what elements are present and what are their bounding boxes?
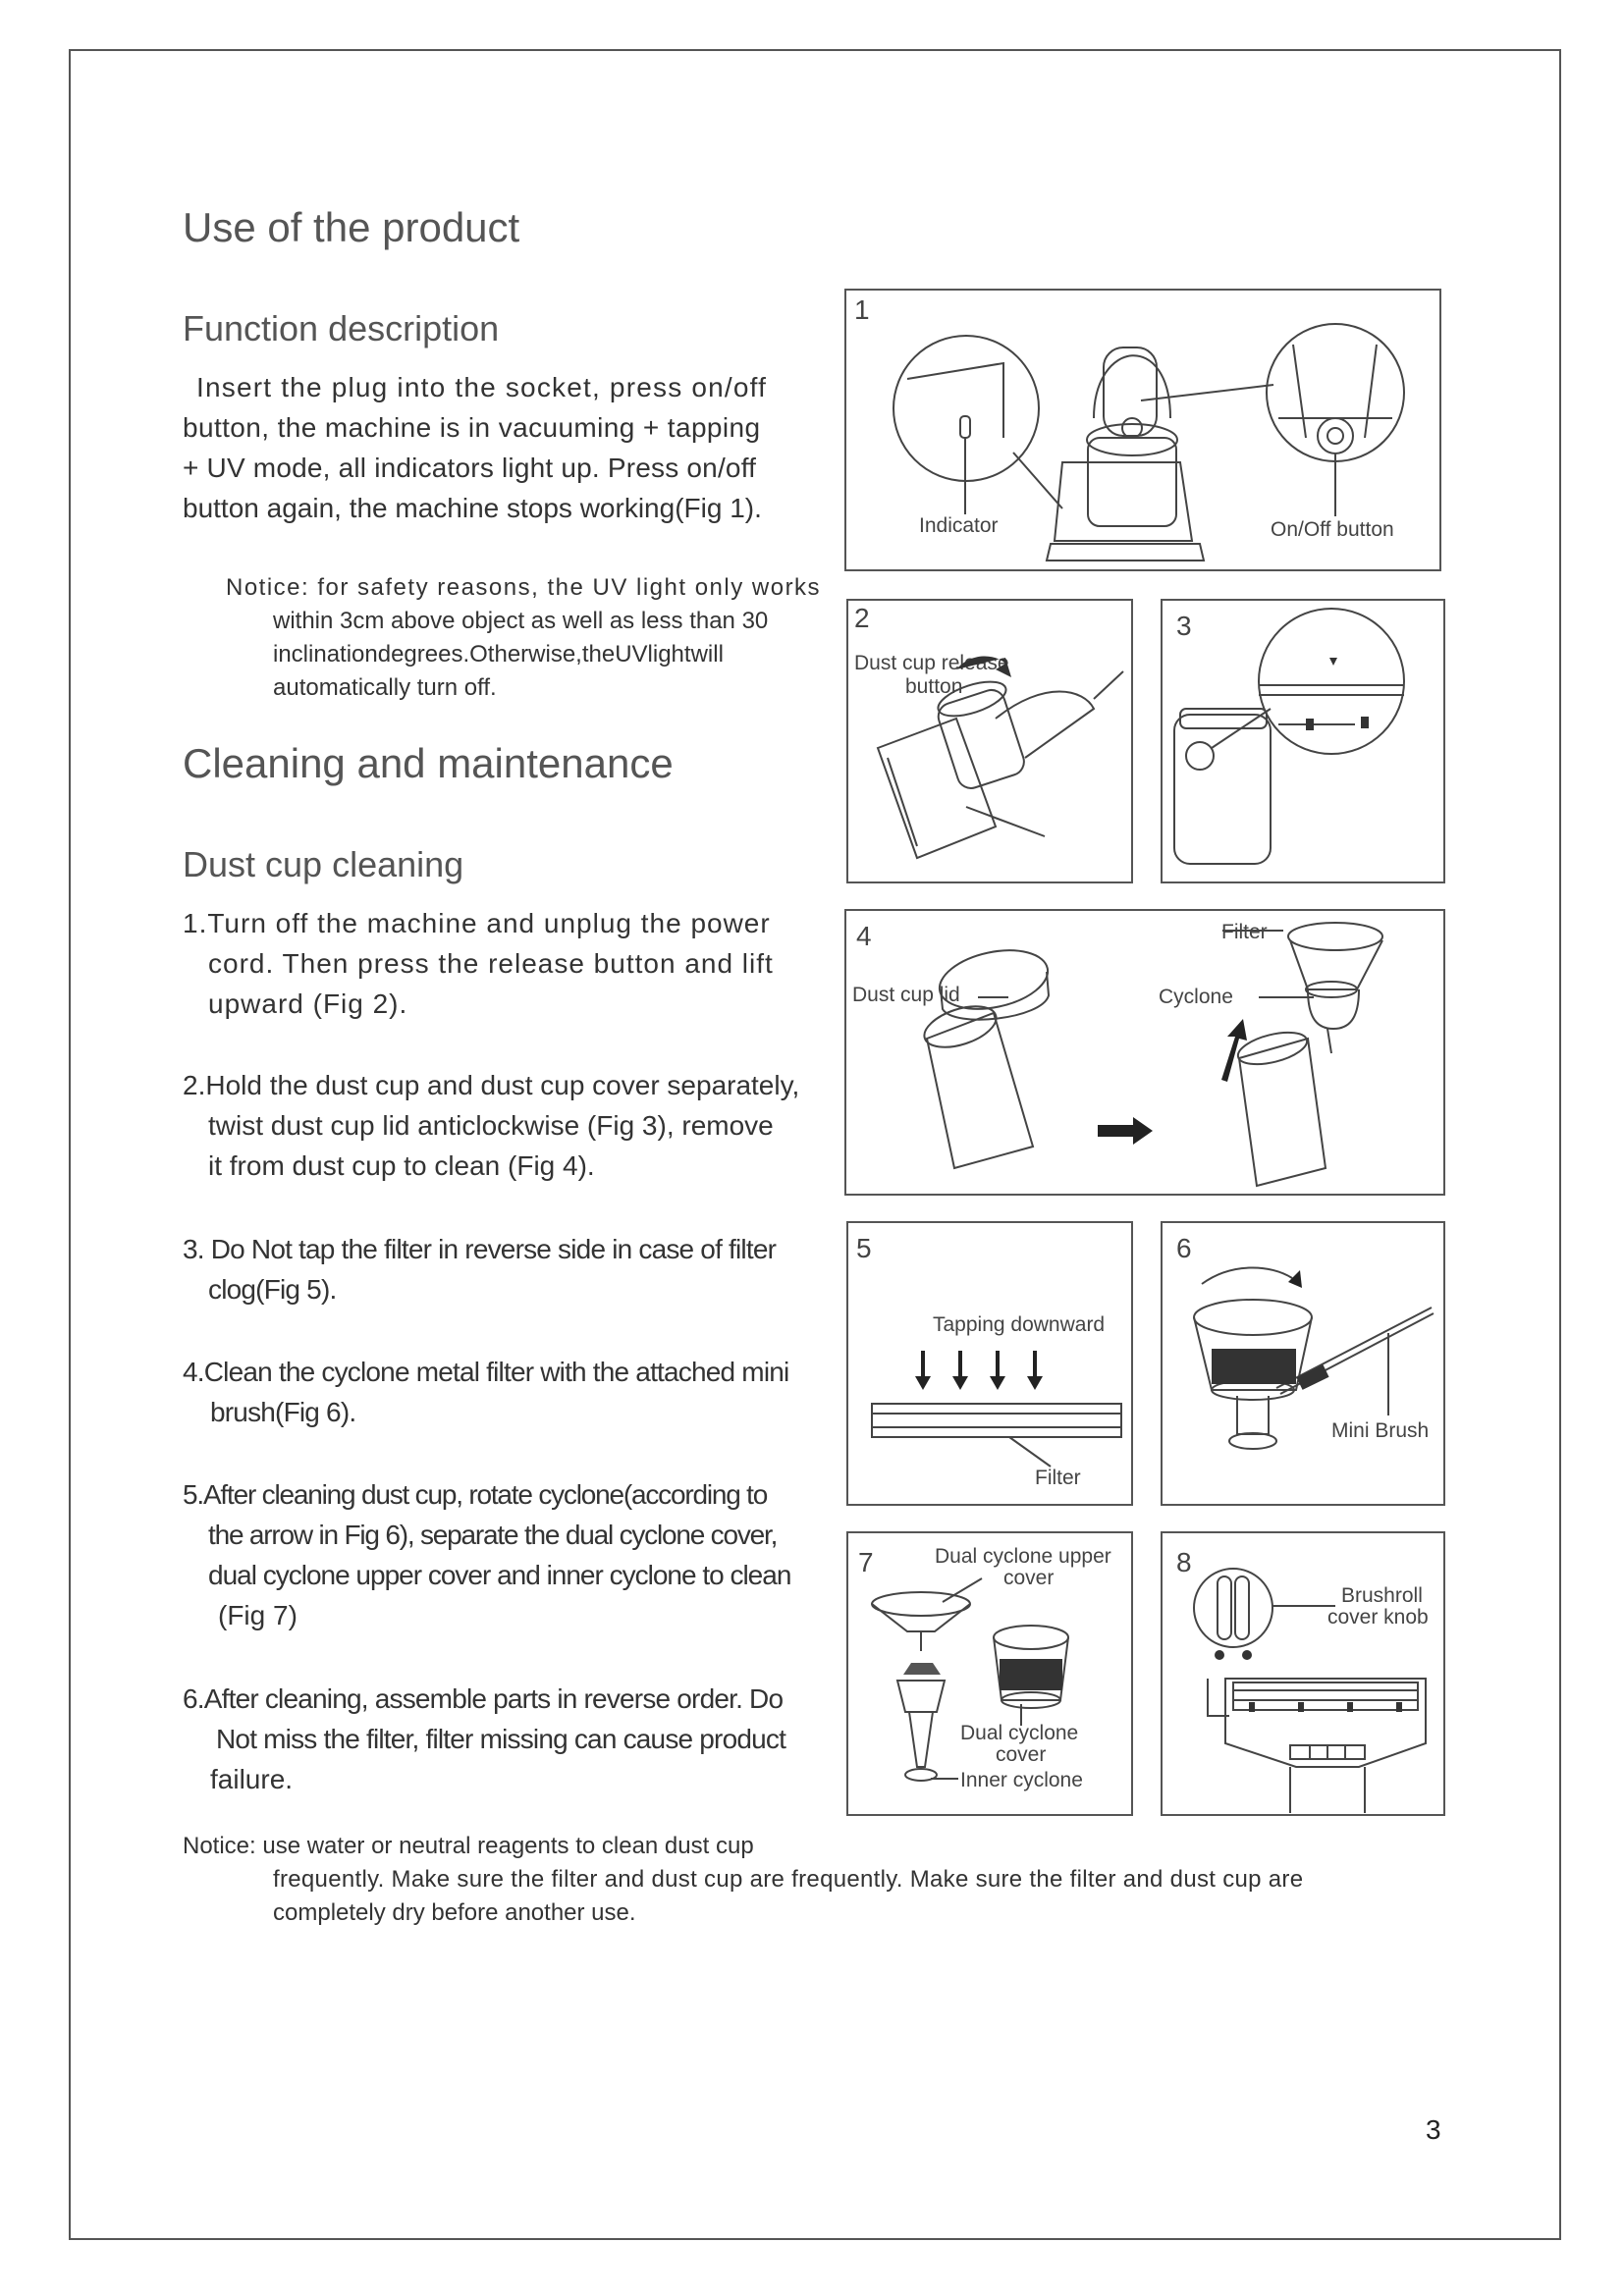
function-line: Insert the plug into the socket, press on/off bbox=[196, 372, 768, 402]
figure-6 bbox=[1161, 1221, 1445, 1506]
bottom-notice-line: frequently. Make sure the filter and dust cup are frequently. Make sure the filter and dust cup are bbox=[273, 1866, 1304, 1893]
step-line: upward (Fig 2). bbox=[208, 988, 408, 1019]
figure-number: 4 bbox=[856, 921, 872, 951]
safety-notice-line: automatically turn off. bbox=[273, 674, 497, 701]
bottom-notice-line: completely dry before another use. bbox=[273, 1899, 636, 1926]
safety-notice-first: Notice: for safety reasons, the UV light only works bbox=[226, 574, 822, 601]
step-line: failure. bbox=[210, 1764, 294, 1794]
safety-notice-line: inclinationdegrees.Otherwise,theUVlightwill bbox=[273, 641, 724, 667]
step-line: it from dust cup to clean (Fig 4). bbox=[208, 1150, 595, 1181]
tapping-downward-label: Tapping downward bbox=[933, 1313, 1106, 1336]
figure-1 bbox=[844, 289, 1441, 571]
cleaning-heading: Cleaning and maintenance bbox=[183, 740, 674, 786]
bottom-notice-first: Notice: use water or neutral reagents to clean dust cup bbox=[183, 1833, 754, 1859]
step-line: cord. Then press the release button and lift bbox=[208, 948, 774, 979]
page-title: Use of the product bbox=[183, 204, 520, 250]
safety-notice-line: within 3cm above object as well as less than 30 bbox=[273, 608, 769, 634]
figure-5 bbox=[846, 1221, 1133, 1506]
cyclone-brush-illustration bbox=[1163, 1223, 1447, 1508]
function-line: button, the machine is in vacuuming + tapping bbox=[183, 412, 761, 443]
figure-2 bbox=[846, 599, 1133, 883]
step-line: dual cyclone upper cover and inner cyclone to clean bbox=[208, 1560, 791, 1590]
step-line: 6.After cleaning, assemble parts in reverse order. Do bbox=[183, 1683, 784, 1714]
step-line: brush(Fig 6). bbox=[210, 1397, 356, 1427]
figure-number: 5 bbox=[856, 1233, 872, 1263]
release-button-label: button bbox=[905, 675, 963, 698]
dust-cup-lid-label: Dust cup lid bbox=[852, 984, 960, 1006]
page-number: 3 bbox=[1426, 2114, 1441, 2145]
figure-number: 8 bbox=[1176, 1547, 1192, 1577]
figure-number: 6 bbox=[1176, 1233, 1192, 1263]
brushroll-knob-label: cover knob bbox=[1327, 1606, 1429, 1629]
step-line: 3. Do Not tap the filter in reverse side in case of filter bbox=[183, 1234, 777, 1264]
upper-cover-label: cover bbox=[1003, 1567, 1055, 1589]
step-line: 1.Turn off the machine and unplug the power bbox=[183, 908, 771, 938]
inner-cyclone-label: Inner cyclone bbox=[960, 1769, 1083, 1791]
tapping-filter-illustration bbox=[848, 1223, 1135, 1508]
dust-cup-lid-illustration bbox=[1163, 601, 1447, 885]
figure-number: 7 bbox=[858, 1547, 874, 1577]
figure-number: 2 bbox=[854, 603, 870, 633]
onoff-button-label: On/Off button bbox=[1271, 518, 1394, 541]
indicator-label: Indicator bbox=[919, 514, 999, 537]
step-line: 5.After cleaning dust cup, rotate cyclone(according to bbox=[183, 1479, 768, 1510]
dust-cup-release-illustration bbox=[848, 601, 1135, 885]
function-line: button again, the machine stops working(Fig 1). bbox=[183, 493, 762, 523]
function-line: + UV mode, all indicators light up. Press on/off bbox=[183, 453, 757, 483]
function-description-heading: Function description bbox=[183, 308, 500, 348]
dust-cup-cleaning-heading: Dust cup cleaning bbox=[183, 844, 464, 884]
cyclone-parts-illustration bbox=[848, 1533, 1135, 1818]
figure-8 bbox=[1161, 1531, 1445, 1816]
step-line: twist dust cup lid anticlockwise (Fig 3), remove bbox=[208, 1110, 774, 1141]
step-line: clog(Fig 5). bbox=[208, 1274, 337, 1305]
filter-label: Filter bbox=[1221, 921, 1268, 943]
step-line: Not miss the filter, filter missing can cause product bbox=[216, 1724, 786, 1754]
upper-cover-label: Dual cyclone upper bbox=[935, 1545, 1111, 1568]
release-button-label: Dust cup release bbox=[854, 652, 1009, 674]
figure-number: 1 bbox=[854, 294, 870, 325]
step-line: 4.Clean the cyclone metal filter with the attached mini bbox=[183, 1357, 789, 1387]
figure-3 bbox=[1161, 599, 1445, 883]
step-line: (Fig 7) bbox=[218, 1600, 298, 1630]
figure-4 bbox=[844, 909, 1445, 1196]
dual-cyclone-cover-label: Dual cyclone bbox=[960, 1722, 1079, 1744]
brushroll-illustration bbox=[1163, 1533, 1447, 1818]
figure-7 bbox=[846, 1531, 1133, 1816]
dual-cyclone-cover-label: cover bbox=[996, 1743, 1047, 1766]
brushroll-knob-label: Brushroll bbox=[1341, 1584, 1423, 1607]
figure-number: 3 bbox=[1176, 611, 1192, 641]
dust-cup-disassembly-illustration bbox=[846, 911, 1447, 1198]
step-line: the arrow in Fig 6), separate the dual cyclone cover, bbox=[208, 1520, 778, 1550]
cyclone-label: Cyclone bbox=[1159, 986, 1233, 1008]
step-line: 2.Hold the dust cup and dust cup cover separately, bbox=[183, 1070, 800, 1100]
filter-label: Filter bbox=[1035, 1467, 1081, 1489]
mini-brush-label: Mini Brush bbox=[1331, 1419, 1430, 1442]
